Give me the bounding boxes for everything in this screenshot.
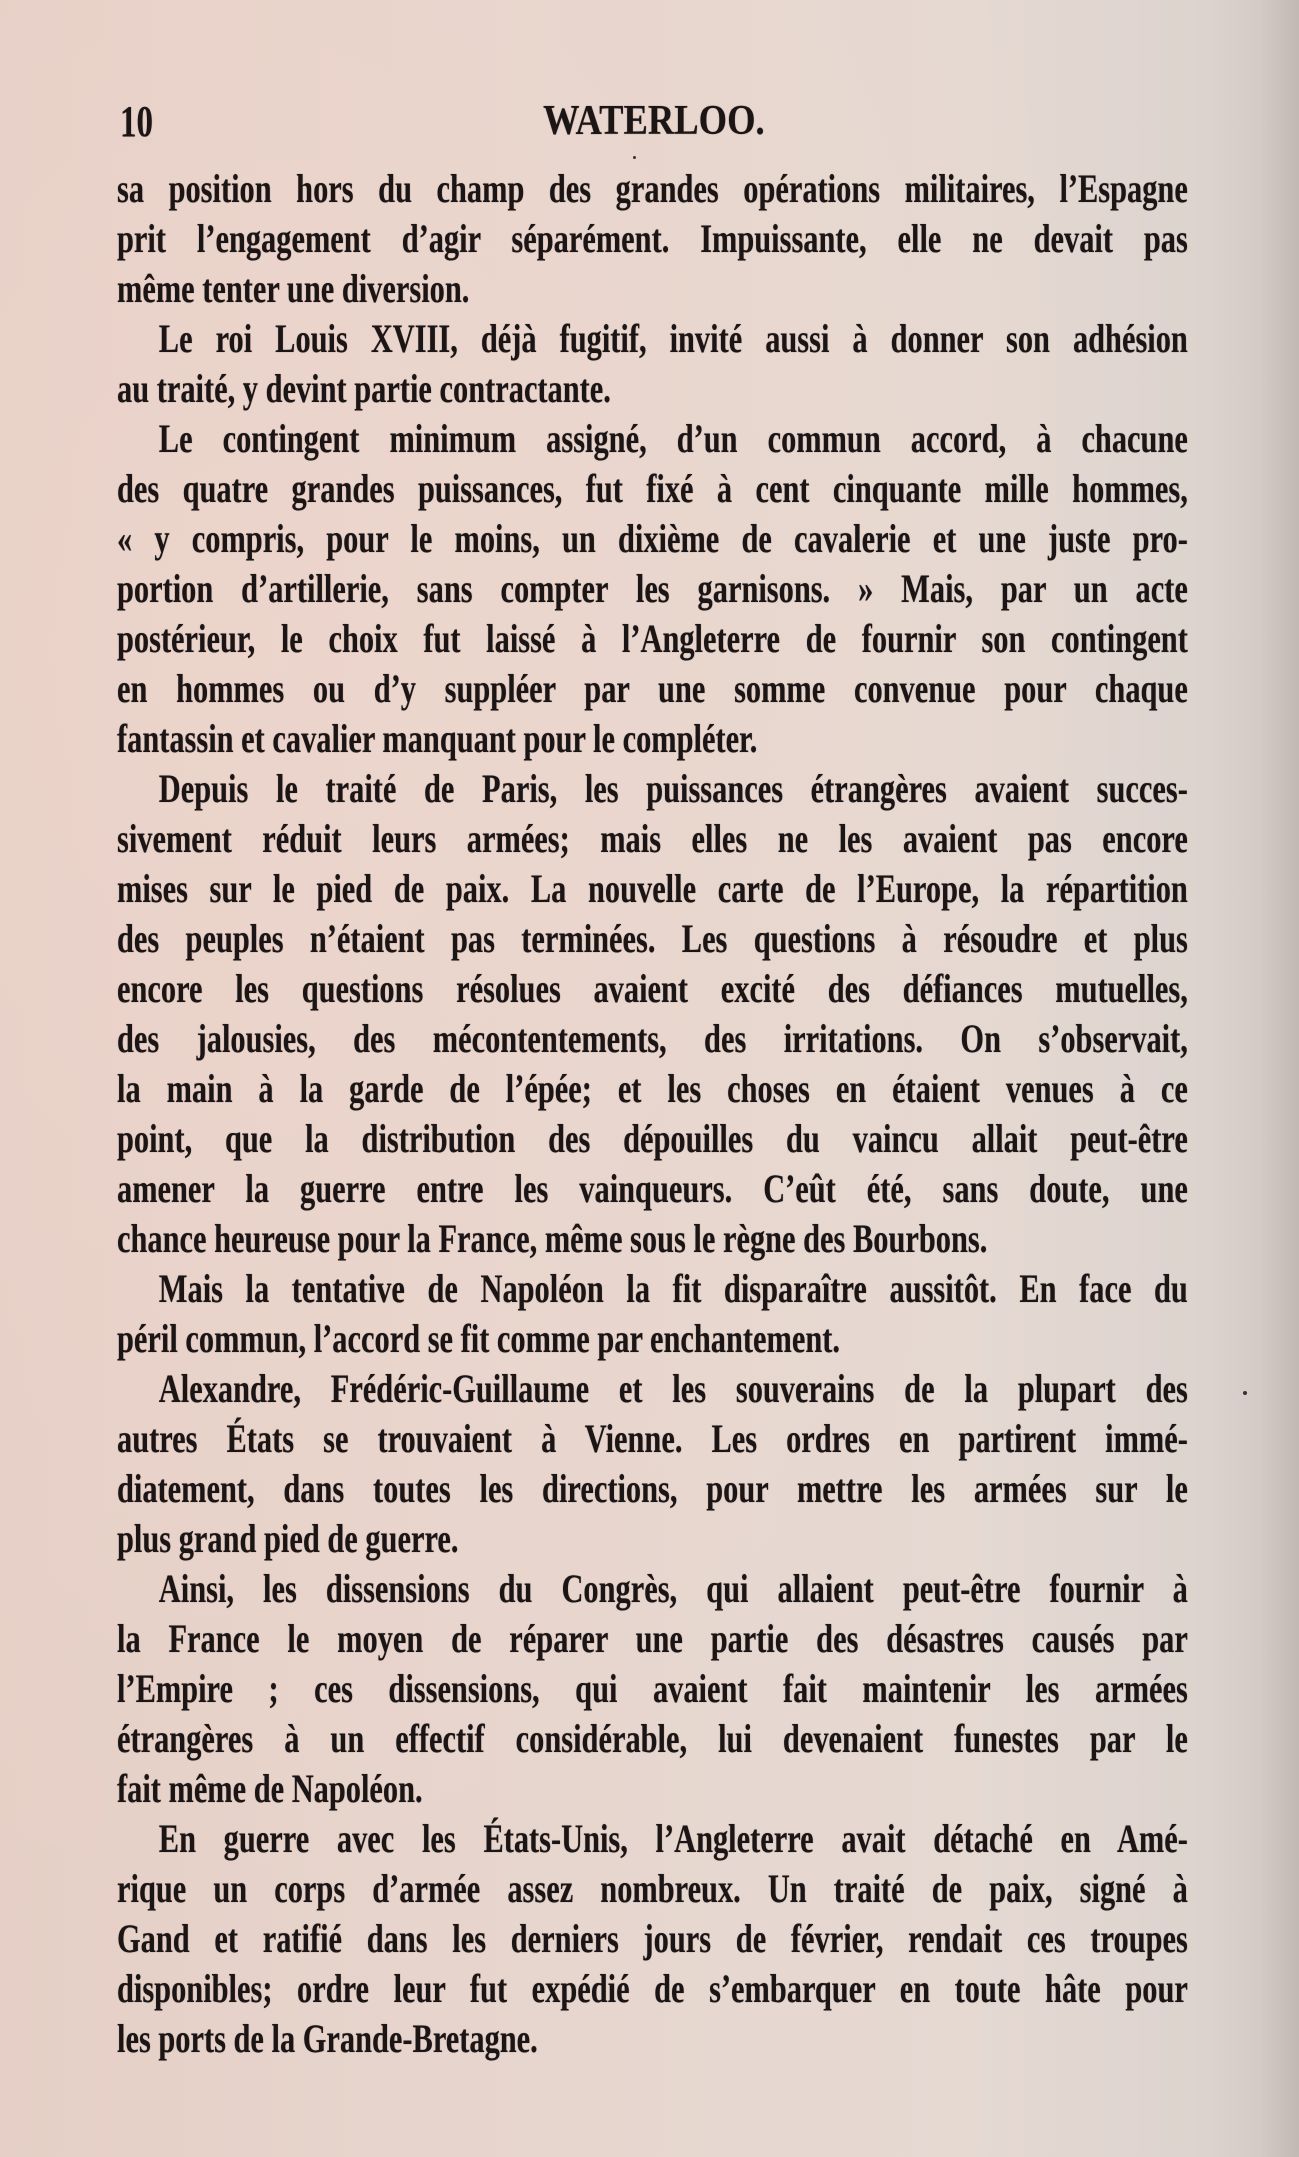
text-line: Gand et ratifié dans les derniers jours de février, rendait ces troupes	[117, 1916, 1188, 1961]
text-line: des quatre grandes puissances, fut fixé à cent cinquante mille hommes,	[117, 466, 1188, 511]
text-line: étrangères à un effectif considérable, lui devenaient funestes par le	[117, 1716, 1188, 1761]
text-line: autres États se trouvaient à Vienne. Les ordres en partirent immé-	[117, 1416, 1188, 1461]
text-line: péril commun, l’accord se fit comme par enchantement.	[117, 1316, 840, 1361]
text-line: amener la guerre entre les vainqueurs. C’eût été, sans doute, une	[117, 1166, 1188, 1211]
text-line: diatement, dans toutes les directions, pour mettre les armées sur le	[117, 1466, 1188, 1511]
paragraph	[117, 1364, 1188, 1564]
paragraph	[117, 164, 1188, 314]
text-line: disponibles; ordre leur fut expédié de s’embarquer en toute hâte pour	[117, 1966, 1188, 2011]
running-title: WATERLOO.	[543, 98, 765, 144]
page-edge-shadow	[1259, 0, 1299, 2157]
page-header	[117, 97, 1188, 148]
paragraph	[117, 1264, 1188, 1364]
text-line: Le roi Louis XVIII, déjà fugitif, invité aussi à donner son adhésion	[158, 316, 1188, 361]
paragraph	[117, 314, 1188, 414]
text-line: Alexandre, Frédéric-Guillaume et les souverains de la plupart des	[158, 1366, 1188, 1411]
text-line: rique un corps d’armée assez nombreux. Un traité de paix, signé à	[117, 1866, 1188, 1911]
text-line: en hommes ou d’y suppléer par une somme convenue pour chaque	[117, 666, 1188, 711]
text-line: « y compris, pour le moins, un dixième de cavalerie et une juste pro-	[117, 516, 1188, 561]
text-line: Mais la tentative de Napoléon la fit disparaître aussitôt. En face du	[158, 1266, 1188, 1311]
text-line: fait même de Napoléon.	[117, 1766, 423, 1811]
text-line: point, que la distribution des dépouilles du vaincu allait peut-être	[117, 1116, 1188, 1161]
text-line: la main à la garde de l’épée; et les choses en étaient venues à ce	[117, 1066, 1188, 1111]
ink-speck	[633, 156, 636, 159]
paragraph	[117, 414, 1188, 764]
text-line: même tenter une diversion.	[117, 266, 470, 311]
paragraph	[117, 1564, 1188, 1814]
text-line: prit l’engagement d’agir séparément. Impuissante, elle ne devait pas	[117, 216, 1188, 261]
text-line: encore les questions résolues avaient excité des défiances mutuelles,	[117, 966, 1188, 1011]
text-line: chance heureuse pour la France, même sous le règne des Bourbons.	[117, 1216, 988, 1261]
text-line: fantassin et cavalier manquant pour le compléter.	[117, 716, 758, 761]
text-line: des jalousies, des mécontentements, des irritations. On s’observait,	[117, 1016, 1188, 1061]
page-number: 10	[120, 97, 153, 146]
text-line: les ports de la Grande-Bretagne.	[117, 2016, 538, 2061]
text-line: la France le moyen de réparer une partie des désastres causés par	[117, 1616, 1188, 1661]
text-line: Depuis le traité de Paris, les puissances étrangères avaient succes-	[158, 766, 1188, 811]
ink-speck	[1243, 1391, 1247, 1395]
body-text	[117, 164, 1188, 2064]
text-line: au traité, y devint partie contractante.	[117, 366, 611, 411]
text-line: Le contingent minimum assigné, d’un commun accord, à chacune	[158, 416, 1188, 461]
text-line: des peuples n’étaient pas terminées. Les questions à résoudre et plus	[117, 916, 1188, 961]
text-line: portion d’artillerie, sans compter les garnisons. » Mais, par un acte	[117, 566, 1188, 611]
text-line: l’Empire ; ces dissensions, qui avaient fait maintenir les armées	[117, 1666, 1188, 1711]
paragraph	[117, 1814, 1188, 2064]
text-line: Ainsi, les dissensions du Congrès, qui allaient peut-être fournir à	[158, 1566, 1188, 1611]
text-line: mises sur le pied de paix. La nouvelle carte de l’Europe, la répartition	[117, 866, 1188, 911]
text-line: postérieur, le choix fut laissé à l’Angleterre de fournir son contingent	[117, 616, 1188, 661]
text-line: sa position hors du champ des grandes opérations militaires, l’Espagne	[117, 166, 1188, 211]
text-line: En guerre avec les États-Unis, l’Angleterre avait détaché en Amé-	[158, 1816, 1188, 1861]
text-line: plus grand pied de guerre.	[117, 1516, 459, 1561]
text-line: sivement réduit leurs armées; mais elles ne les avaient pas encore	[117, 816, 1188, 861]
paragraph	[117, 764, 1188, 1264]
